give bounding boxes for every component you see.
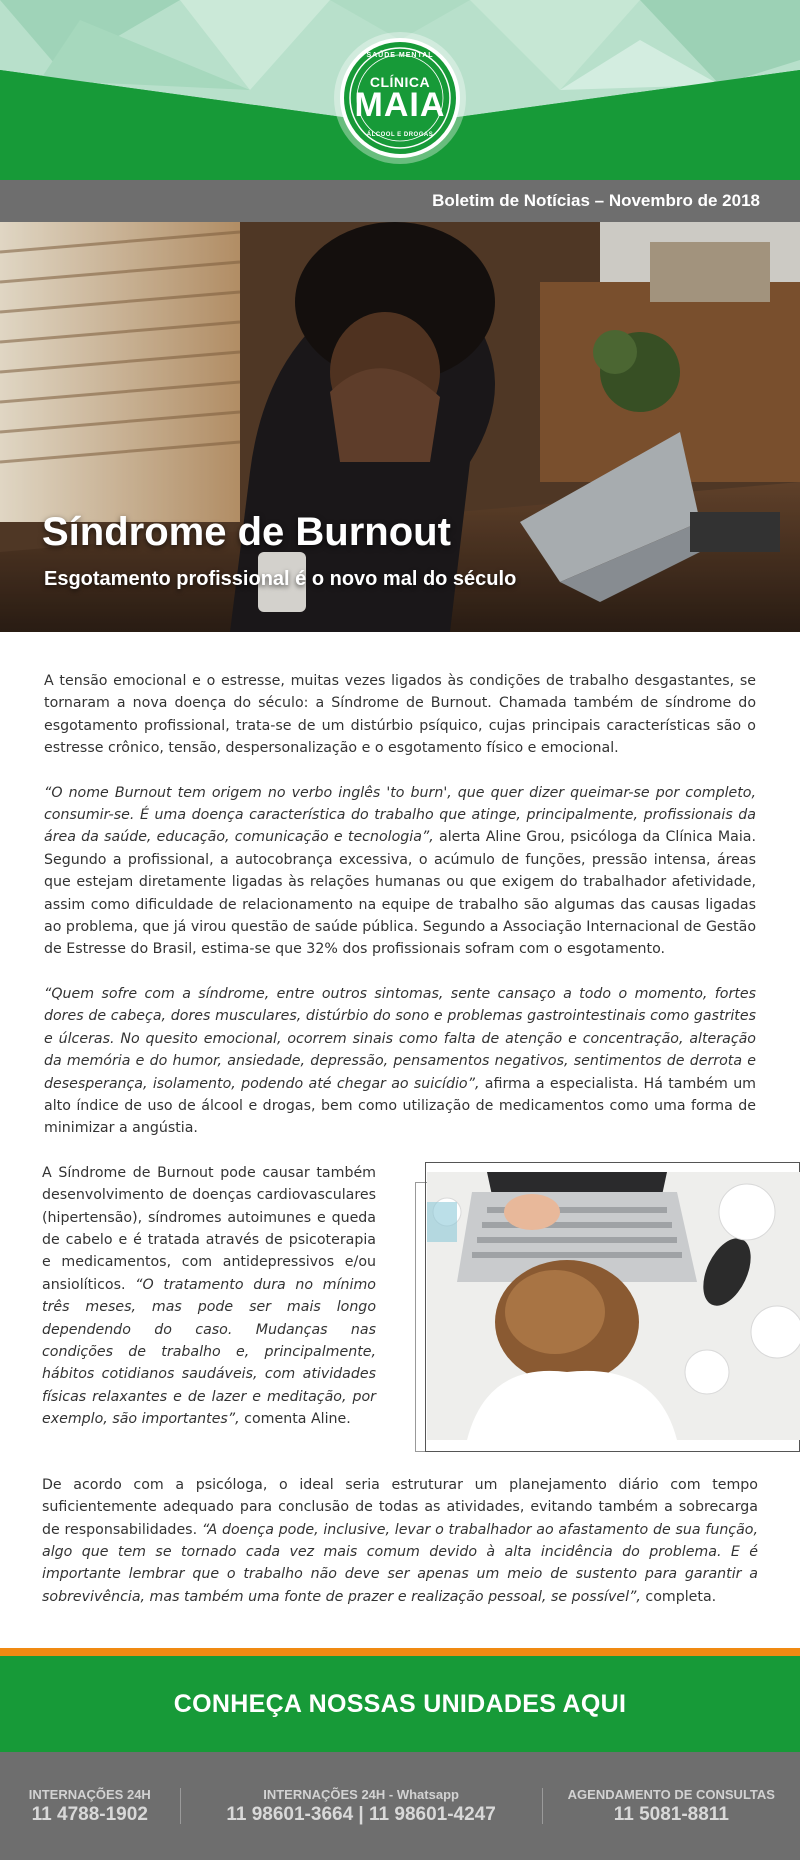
contact-internacoes [0,1787,180,1826]
contact-footer [0,1752,800,1860]
article-photo-frame [415,1162,800,1452]
clinic-logo[interactable] [340,38,460,158]
quote-text: “Quem sofre com a síndrome, entre outros sintomas, sente cansaço a todo o momento, fortes dores de cabeça, dores musculares, distúrbio do sono e problemas gastrointestinais como gastrites e úlceras. No quesito emocional, ocorrem sinais como falta de atenção e concentração, alteração da memória e do humor, ansiedade, depressão, pensamentos negativos, sentimentos de derrota e desesperança, isolamento, podendo até chegar ao suicídio”, [44,985,756,1092]
contact-whatsapp [181,1787,542,1826]
logo-bottom-text: ÁLCOOL E DROGAS [366,132,434,138]
article-body [0,632,800,1452]
logo-maia-text: MAIA [354,86,446,124]
units-link[interactable]: CONHEÇA NOSSAS UNIDADES AQUI [173,1689,627,1718]
contact-label: INTERNAÇÕES 24H - Whatsapp [263,1786,459,1802]
logo-top-text: SAÚDE MENTAL [366,52,434,59]
hero-banner [0,222,800,632]
article-paragraph-1: A tensão emocional e o estresse, muitas vezes ligados às condições de trabalho desgastantes, se tornaram a nova doença do século: a Síndrome de Burnout. Chamada também de síndrome do esgotamento profissional, trata-se de um distúrbio psíquico, cujas principais características são o estresse crônico, tensão, despersonalização e o esgotamento físico e emocional. [44,673,756,757]
contact-phone[interactable]: 11 4788-1902 [31,1803,148,1825]
logo-clinica-text: CLÍNICA [369,74,431,90]
contact-label: AGENDAMENTO DE CONSULTAS [567,1786,775,1802]
quote-text: “O tratamento dura no mínimo três meses, mas pode ser mais longo dependendo do caso. Mudanças nas condições de trabalho e, principalmente, hábitos cotidianos saudáveis, com atividades físicas relaxantes e de lazer e meditação, por exemplo, são importantes”, [42,1276,376,1428]
page-header [0,0,800,180]
contact-agendamento [543,1787,800,1826]
article-paragraph-5: De acordo com a psicóloga, o ideal seria estruturar um planejamento diário com tempo suficientemente adequado para conclusão de todas as atividades, evitando também a sobrecarga de responsabilidades. “A doença pode, inclusive, levar o trabalhador ao afastamento de sua função, algo que tem se tornado cada vez mais comum devido à alta incidência do problema. E é importante lembrar que o trabalho não deve ser apenas um meio de sustento para garantir a sobrevivência, mas também uma fonte de prazer e realização pessoal, se possível”, completa. [42,1476,758,1605]
article-photo-tired-woman [427,1172,800,1440]
contact-phone[interactable]: 11 98601-3664 | 11 98601-4247 [226,1803,496,1825]
hero-subtitle: Esgotamento profissional é o novo mal do século [44,568,517,590]
article-paragraph-4: A Síndrome de Burnout pode causar também desenvolvimento de doenças cardiovasculares (hipertensão), síndromes autoimunes e queda de cabelo e é tratada através de psicoterapia e medicamentos, com antidepressivos e/ou ansiolíticos. “O tratamento dura no mínimo três meses, mas pode ser mais longo dependendo do caso. Mudanças nas condições de trabalho e, principalmente, hábitos cotidianos saudáveis, com atividades físicas relaxantes e de lazer e meditação, por exemplo, são importantes”, comenta Aline. [42,1164,376,1428]
article-paragraph-2: “O nome Burnout tem origem no verbo inglês 'to burn', que quer dizer queimar-se por completo, consumir-se. É uma doença característica do trabalho que atinge, principalmente, profissionais da área da saúde, educação, comunicação e tecnologia”, alerta Aline Grou, psicóloga da Clínica Maia. Segundo a profissional, a autocobrança excessiva, o acúmulo de funções, pressão intensa, áreas que estejam diretamente ligadas às relações humanas ou que exigem do trabalhador afetividade, assim como dificuldade de relacionamento na equipe de trabalho são algumas das causas ligadas ao problema, que já virou questão de saúde pública. Segundo a Associação Internacional de Gestão de Estresse do Brasil, estima-se que 32% dos profissionais sofram com o esgotamento. [44,784,756,958]
contact-label: INTERNAÇÕES 24H [28,1786,151,1802]
quote-text: “O nome Burnout tem origem no verbo inglês 'to burn', que quer dizer queimar-se por completo, consumir-se. É uma doença característica do trabalho que atinge, principalmente, profissionais da área da saúde, educação, comunicação e tecnologia”, [44,784,756,846]
hero-title: Síndrome de Burnout [42,510,451,554]
bulletin-title: Boletim de Notícias – Novembro de 2018 [432,191,760,210]
article-paragraph-3: “Quem sofre com a síndrome, entre outros sintomas, sente cansaço a todo o momento, fortes dores de cabeça, dores musculares, distúrbio do sono e problemas gastrointestinais como gastrites e úlceras. No quesito emocional, ocorrem sinais como falta de atenção e concentração, alteração da memória e do humor, ansiedade, depressão, pensamentos negativos, sentimentos de derrota e desesperança, isolamento, podendo até chegar ao suicídio”, afirma a especialista. Há também um alto índice de uso de álcool e drogas, bem como utilização de medicamentos como uma forma de minimizar a angústia. [44,985,757,1137]
cta-banner[interactable] [0,1656,800,1752]
quote-text: “A doença pode, inclusive, levar o trabalhador ao afastamento de sua função, algo que tem se tornado cada vez mais comum devido à alta incidência do problema. E é importante lembrar que o trabalho não deve ser apenas um meio de sustento para garantir a sobrevivência, mas também uma fonte de prazer e realização pessoal, se possível”, [42,1521,758,1605]
contact-phone[interactable]: 11 5081-8811 [613,1803,729,1825]
bulletin-bar [0,180,800,222]
article-body-end [0,1474,800,1608]
article-two-column [0,1162,800,1452]
cta-accent-stripe [0,1648,800,1656]
